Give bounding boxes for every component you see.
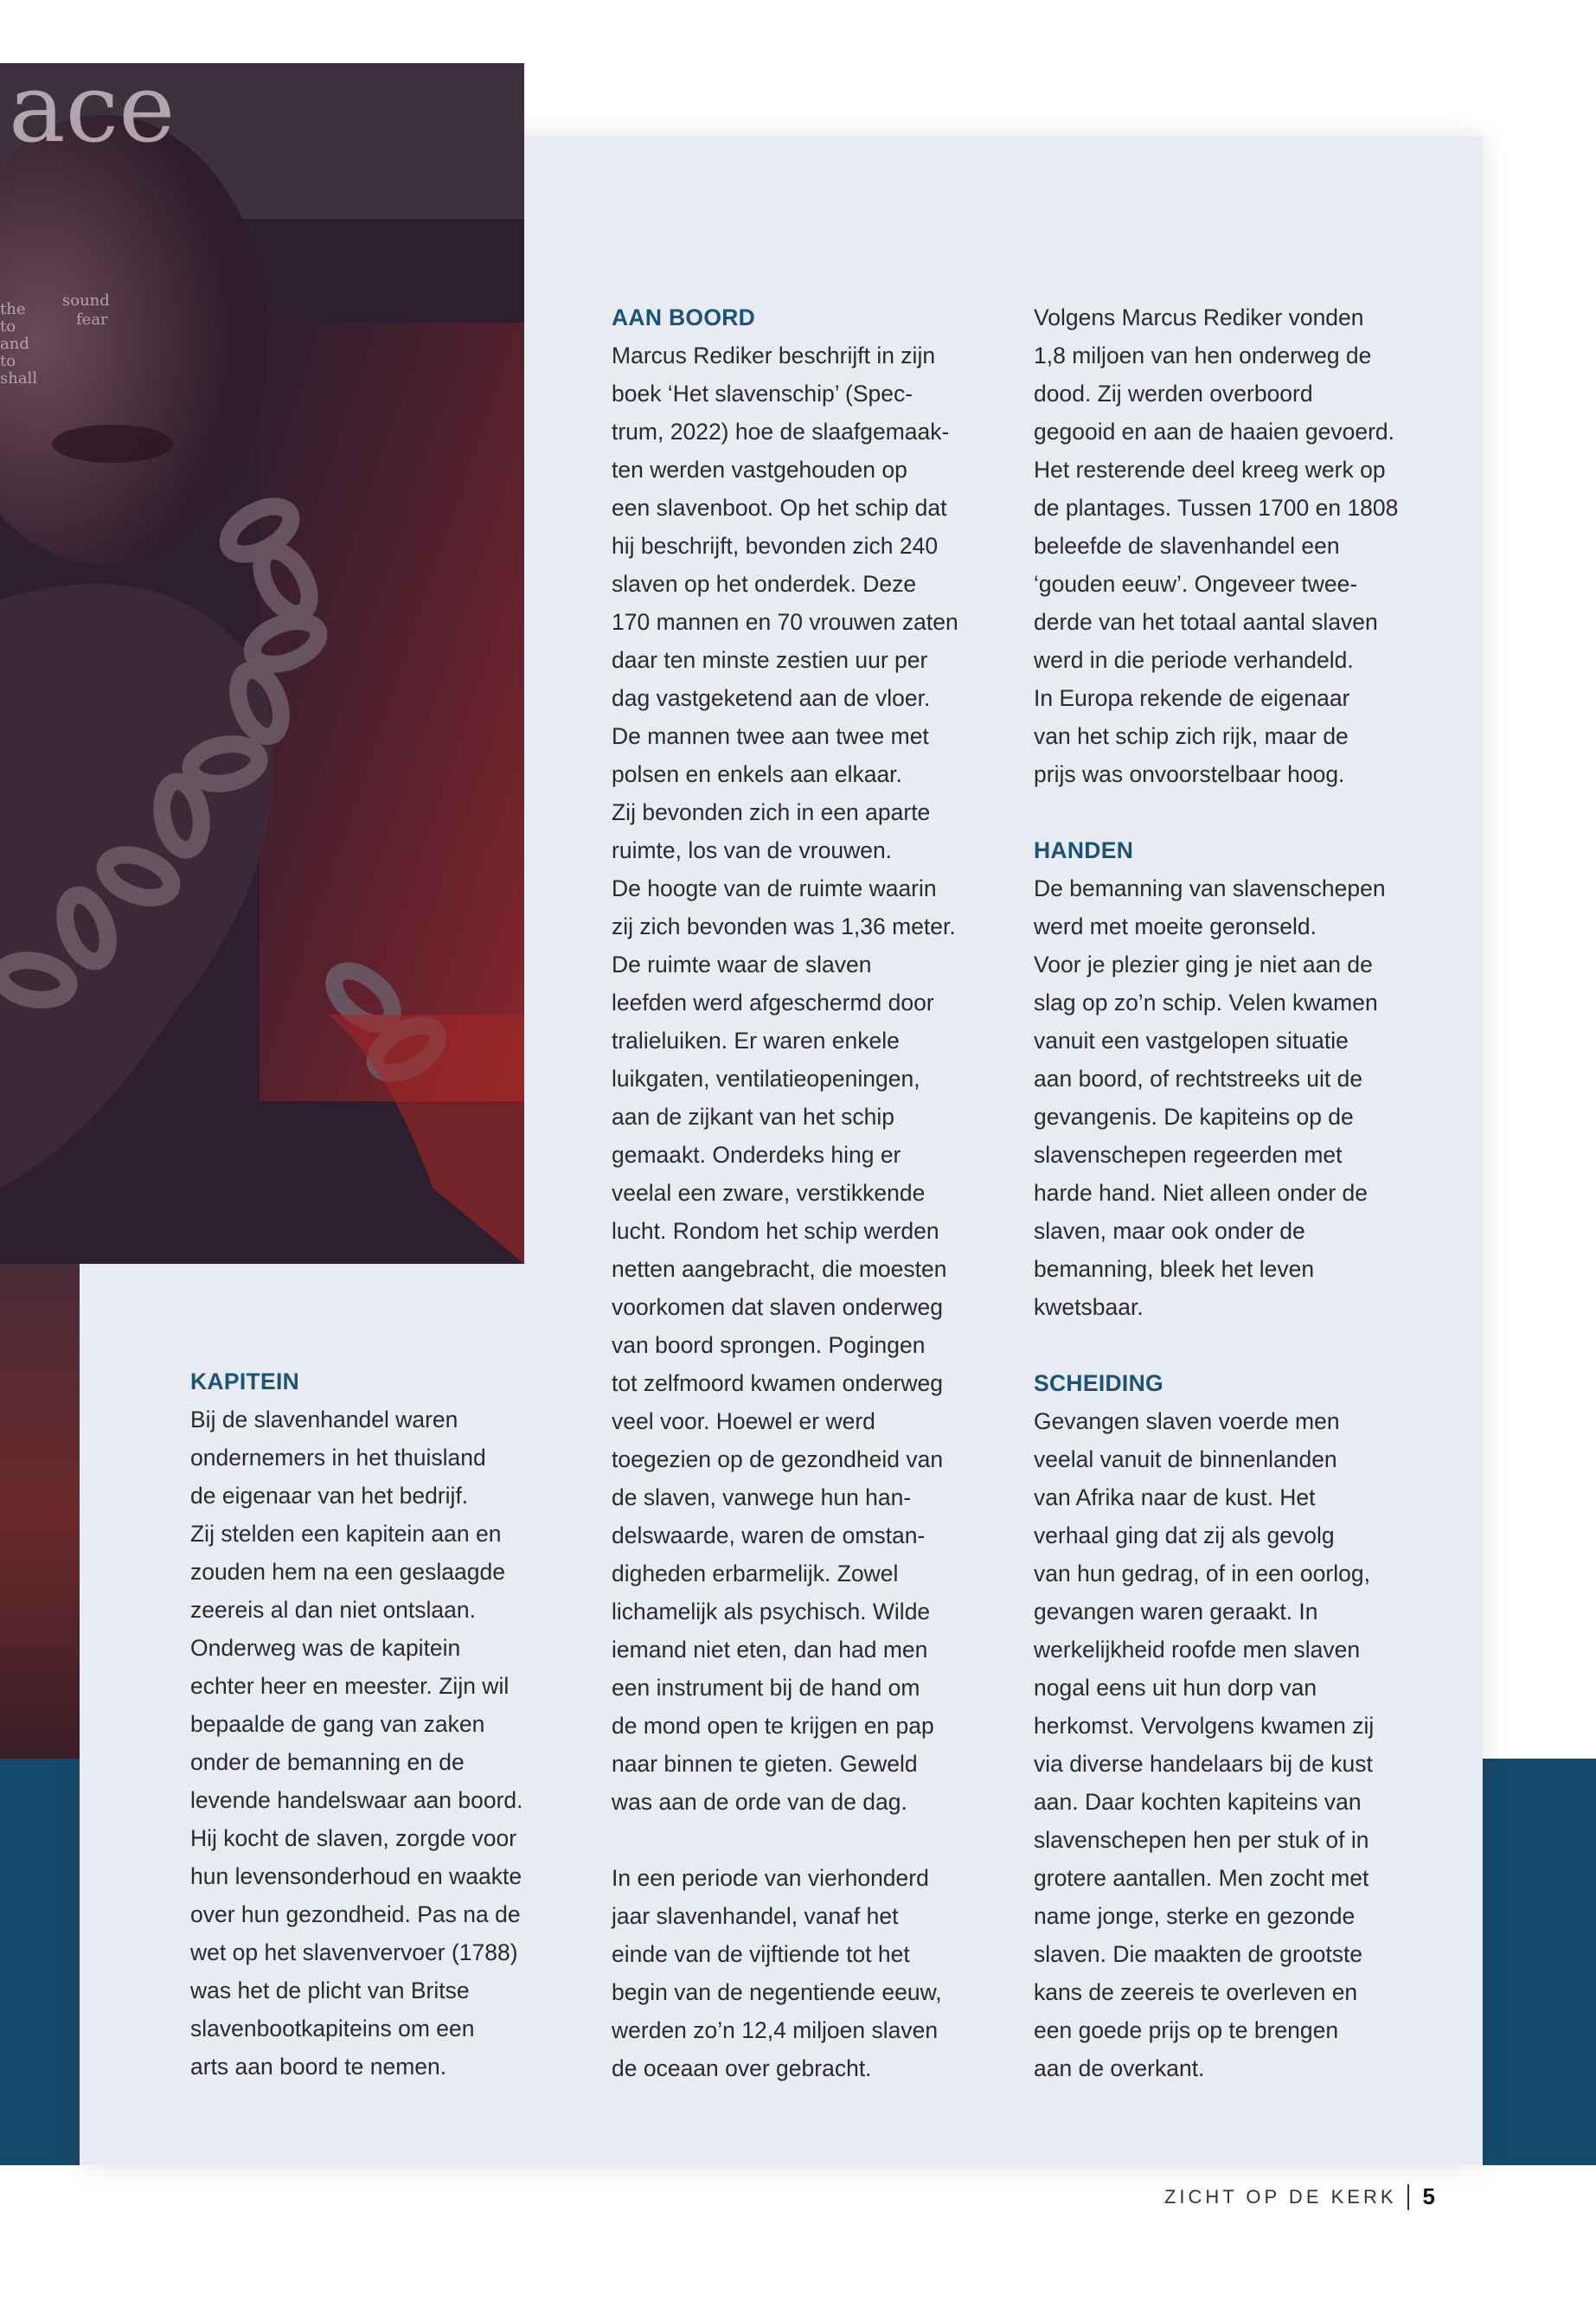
text-line: name jonge, sterke en gezonde [1034,1903,1356,1929]
photo-overlay-word: shall [0,369,38,388]
paragraph-gap [1034,1326,1440,1364]
text-line: Zij bevonden zich in een aparte [612,799,931,825]
text-line: gevangen waren geraakt. In [1034,1599,1318,1625]
text-line: slaven. Die maakten de grootste [1034,1941,1363,1967]
text-line: 1,8 miljoen van hen onderweg de [1034,343,1372,369]
heading-handen: HANDEN [1034,837,1134,863]
text-line: De mannen twee aan twee met [612,723,929,749]
text-line: Marcus Rediker beschrijft in zijn [612,343,936,369]
text-line: grotere aantallen. Men zocht met [1034,1865,1369,1891]
text-line: onder de bemanning en de [190,1749,465,1775]
text-line: wet op het slavenvervoer (1788) [190,1939,518,1965]
text-line: In een periode van vierhonderd [612,1865,929,1891]
text-line: ten werden vastgehouden op [612,457,907,483]
text-line: de oceaan over gebracht. [612,2055,872,2081]
text-line: Hij kocht de slaven, zorgde voor [190,1825,517,1851]
text-line: iemand niet eten, dan had men [612,1637,928,1663]
photo-lower-strip [0,1264,80,1759]
text-line: kwetsbaar. [1034,1294,1144,1320]
paragraph-gap [612,1821,992,1859]
text-line: aan de overkant. [1034,2055,1205,2081]
text-line: digheden erbarmelijk. Zowel [612,1561,899,1586]
text-line: zij zich bevonden was 1,36 meter. [612,913,956,939]
text-line: toegezien op de gezondheid van [612,1446,944,1472]
text-line: delswaarde, waren de omstan- [612,1522,926,1548]
text-line: vanuit een vastgelopen situatie [1034,1028,1349,1054]
text-line: over hun gezondheid. Pas na de [190,1901,521,1927]
text-line: trum, 2022) hoe de slaafgemaak- [612,419,950,445]
text-line: tot zelfmoord kwamen onderweg [612,1370,943,1396]
text-line: aan. Daar kochten kapiteins van [1034,1789,1362,1815]
text-line: naar binnen te gieten. Geweld [612,1751,918,1777]
text-line: de eigenaar van het bedrijf. [190,1483,469,1509]
text-line: Onderweg was de kapitein [190,1635,461,1661]
text-line: beleefde de slavenhandel een [1034,533,1340,559]
text-line: voorkomen dat slaven onderweg [612,1294,944,1320]
text-line: ondernemers in het thuisland [190,1445,486,1471]
text-line: levende handelswaar aan boord. [190,1787,523,1813]
text-line: was het de plicht van Britse [190,1977,470,2003]
text-line: van boord sprongen. Pogingen [612,1332,926,1358]
text-line: aan boord, of rechtstreeks uit de [1034,1066,1363,1092]
text-line: Voor je plezier ging je niet aan de [1034,952,1373,977]
text-line: Het resterende deel kreeg werk op [1034,457,1386,483]
heading-scheiding: SCHEIDING [1034,1370,1163,1396]
text-line: netten aangebracht, die moesten [612,1256,947,1282]
page-footer [1164,2183,1435,2210]
text-line: De bemanning van slavenschepen [1034,875,1386,901]
photo-overlay-word: ace [9,63,176,163]
text-line: Zij stelden een kapitein aan en [190,1521,502,1547]
text-line: nogal eens uit hun dorp van [1034,1675,1317,1701]
text-line: hun levensonderhoud en waakte [190,1863,522,1889]
text-line: gevangenis. De kapiteins op de [1034,1104,1354,1130]
text-line: slaven op het onderdek. Deze [612,571,917,597]
publication-name: ZICHT OP DE KERK [1163,2185,1397,2208]
text-line: De hoogte van de ruimte waarin [612,875,937,901]
text-line: ‘gouden eeuw’. Ongeveer twee- [1034,571,1358,597]
text-line: slavenschepen regeerden met [1034,1142,1343,1168]
text-line: de mond open te krijgen en pap [612,1713,934,1739]
text-line: In Europa rekende de eigenaar [1034,685,1350,711]
text-line: herkomst. Vervolgens kwamen zij [1034,1713,1375,1739]
text-line: werden zo’n 12,4 miljoen slaven [612,2017,939,2043]
heading-kapitein: KAPITEIN [190,1368,300,1394]
text-line: gegooid en aan de haaien gevoerd. [1034,419,1394,445]
text-line: hij beschrijft, bevonden zich 240 [612,533,939,559]
text-line: via diverse handelaars bij de kust [1034,1751,1373,1777]
text-line: tralieluiken. Er waren enkele [612,1028,900,1054]
text-line: van hun gedrag, of in een oorlog, [1034,1561,1370,1586]
text-line: Volgens Marcus Rediker vonden [1034,304,1364,330]
column-left [190,1362,571,2086]
column-middle [612,298,992,2087]
text-line: zeereis al dan niet ontslaan. [190,1597,476,1623]
text-line: zouden hem na een geslaagde [190,1559,505,1585]
text-line: een slavenboot. Op het schip dat [612,495,947,521]
text-line: echter heer en meester. Zijn wil [190,1673,510,1699]
text-line: gemaakt. Onderdeks hing er [612,1142,901,1168]
footer-divider [1407,2184,1409,2210]
photo-illustration [0,63,524,1264]
text-line: bepaalde de gang van zaken [190,1711,485,1737]
photo-overlay-word: fear [76,311,108,329]
text-line: slavenbootkapiteins om een [190,2016,475,2041]
chained-person-photo [0,63,524,1264]
text-line: begin van de negentiende eeuw, [612,1979,942,2005]
text-line: een instrument bij de hand om [612,1675,920,1701]
text-line: veelal vanuit de binnenlanden [1034,1446,1337,1472]
text-line: ruimte, los van de vrouwen. [612,837,893,863]
text-line: Gevangen slaven voerde men [1034,1408,1340,1434]
column-right [1034,298,1440,2087]
text-line: slavenschepen hen per stuk of in [1034,1827,1369,1853]
text-line: de plantages. Tussen 1700 en 1808 [1034,495,1399,521]
text-line: aan de zijkant van het schip [612,1104,895,1130]
paragraph-gap [1034,793,1440,831]
text-line: polsen en enkels aan elkaar. [612,761,902,787]
text-line: einde van de vijftiende tot het [612,1941,910,1967]
heading-aan-boord: AAN BOORD [612,304,756,330]
text-line: van het schip zich rijk, maar de [1034,723,1349,749]
text-line: werkelijkheid roofde men slaven [1034,1637,1361,1663]
text-line: van Afrika naar de kust. Het [1034,1484,1316,1510]
text-line: boek ‘Het slavenschip’ (Spec- [612,381,913,407]
text-line: was aan de orde van de dag. [612,1789,907,1815]
text-line: Bij de slavenhandel waren [190,1407,458,1433]
text-line: dag vastgeketend aan de vloer. [612,685,931,711]
text-line: arts aan boord te nemen. [190,2054,447,2080]
text-line: de slaven, vanwege hun han- [612,1484,912,1510]
text-line: jaar slavenhandel, vanaf het [612,1903,899,1929]
photo-overlay-word: and [0,335,29,353]
photo-overlay-word: the [0,300,26,318]
photo-overlay-word: to [0,352,16,370]
text-line: veel voor. Hoewel er werd [612,1408,875,1434]
photo-overlay-word: to [0,317,16,336]
text-line: derde van het totaal aantal slaven [1034,609,1378,635]
text-line: De ruimte waar de slaven [612,952,872,977]
text-line: lucht. Rondom het schip werden [612,1218,939,1244]
text-line: lichamelijk als psychisch. Wilde [612,1599,931,1625]
text-line: daar ten minste zestien uur per [612,647,928,673]
text-line: luikgaten, ventilatieopeningen, [612,1066,920,1092]
page-number: 5 [1422,2183,1435,2209]
text-line: dood. Zij werden overboord [1034,381,1313,407]
text-line: werd in die periode verhandeld. [1034,647,1354,673]
text-line: slag op zo’n schip. Velen kwamen [1034,990,1378,1016]
text-line: verhaal ging dat zij als gevolg [1034,1522,1335,1548]
text-line: kans de zeereis te overleven en [1034,1979,1358,2005]
text-line: een goede prijs op te brengen [1034,2017,1339,2043]
text-line: slaven, maar ook onder de [1034,1218,1305,1244]
text-line: harde hand. Niet alleen onder de [1034,1180,1368,1206]
photo-overlay-word: sound [62,292,110,310]
text-line: veelal een zware, verstikkende [612,1180,926,1206]
text-line: 170 mannen en 70 vrouwen zaten [612,609,958,635]
text-line: werd met moeite geronseld. [1034,913,1317,939]
text-line: prijs was onvoorstelbaar hoog. [1034,761,1345,787]
text-line: bemanning, bleek het leven [1034,1256,1315,1282]
text-line: leefden werd afgeschermd door [612,990,934,1016]
